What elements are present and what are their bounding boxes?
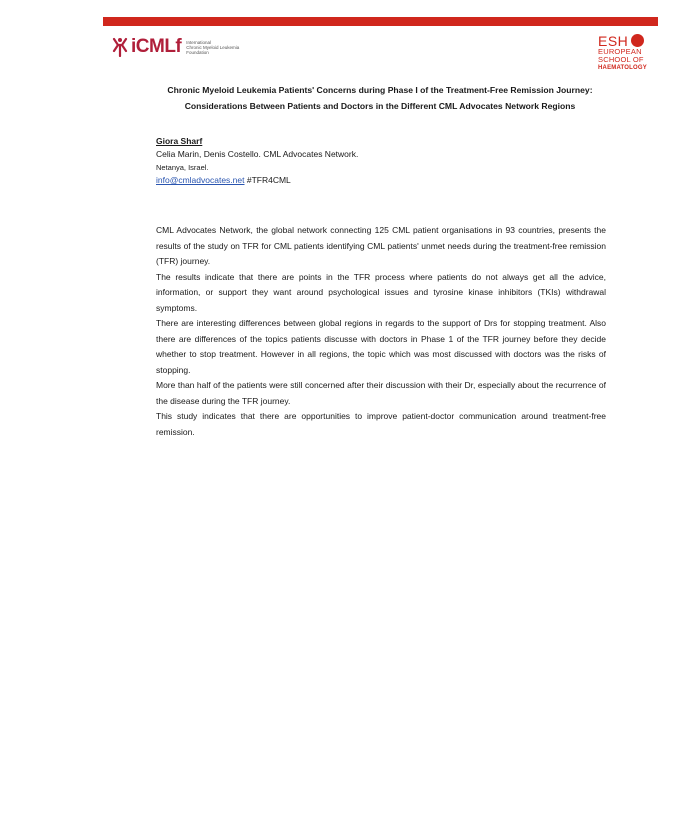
header-red-bar — [103, 17, 658, 26]
icmlf-figure-icon — [112, 37, 128, 57]
esh-logo — [598, 34, 650, 74]
presenter-name: Giora Sharf — [156, 136, 203, 146]
abstract-body — [156, 223, 606, 440]
icmlf-subtitle-line-3: Foundation — [186, 49, 209, 55]
icmlf-subtitle — [186, 40, 246, 55]
esh-logo-line-school: SCHOOL OF — [598, 55, 644, 64]
esh-logo-dot-icon — [631, 34, 644, 47]
icmlf-logo — [112, 37, 246, 57]
abstract-paragraph-5: This study indicates that there are opportunities to improve patient-doctor communication around treatment-free remission. — [156, 411, 606, 437]
contact-line — [156, 174, 358, 187]
esh-logo-line-haematology: HAEMATOLOGY — [598, 65, 647, 71]
email-link[interactable]: info@cmladvocates.net — [156, 175, 245, 185]
icmlf-subtitle-line-2: Chronic Myeloid Leukemia — [186, 44, 240, 50]
esh-logo-acronym: ESH — [598, 33, 629, 49]
abstract-paragraph-3: There are interesting differences between global regions in regards to the support of Drs for stopping treatment. Also there are differences of the topics patients discusse with doctors in Phase 1 of the TFR journey before they decide whether to stop treatment. However in all regions, the topic which was most discussed with doctors was the risks of stopping. — [156, 318, 606, 375]
icmlf-subtitle-line-1: International — [186, 39, 212, 45]
hashtag: #TFR4CML — [246, 175, 291, 185]
title-line-2: Considerations Between Patients and Doctors in the Different CML Advocates Network Regions — [184, 101, 576, 111]
author-block — [156, 135, 358, 187]
abstract-paragraph-4: More than half of the patients were still concerned after their discussion with their Dr, especially about the recurrence of the disease during the TFR journey. — [156, 380, 606, 406]
icmlf-wordmark: iCMLf — [131, 36, 182, 57]
title-line-1: Chronic Myeloid Leukemia Patients' Concerns during Phase I of the Treatment-Free Remission Journey: — [167, 85, 593, 95]
document-title — [150, 82, 610, 114]
author-location: Netanya, Israel. — [156, 163, 209, 172]
coauthors: Celia Marin, Denis Costello. CML Advocates Network. — [156, 149, 359, 159]
esh-logo-line-european: EUROPEAN — [598, 47, 642, 56]
abstract-paragraph-2: The results indicate that there are points in the TFR process where patients do not always get all the advice, information, or support they want around psychological issues and tyrosine kinase inhibitors (TKIs) withdrawal symptoms. — [156, 271, 606, 313]
abstract-paragraph-1: CML Advocates Network, the global network connecting 125 CML patient organisations in 93 countries, presents the results of the study on TFR for CML patients identifying CML patients' unmet needs during the treatment-free remission (TFR) journey. — [156, 225, 606, 266]
